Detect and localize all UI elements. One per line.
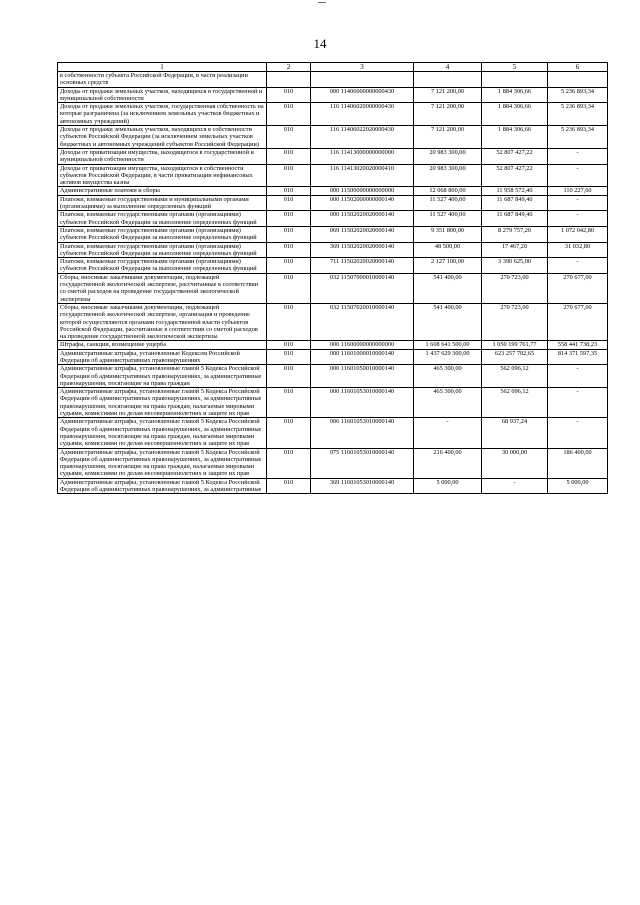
row-kbk-cell: 069 11502020020000140: [311, 226, 414, 242]
row-name-cell: Административные штрафы, установленные главой 5 Кодекса Российской Федерации об административных правонарушениях, за административные правонарушения, посягающие на права граждан, налагаемые мировыми судьями, комиссиями по делам несовершеннолетних и защите их прав: [58, 418, 267, 448]
row-name-cell: Административные платежи и сборы: [58, 187, 267, 195]
row-kbk-cell: 000 11502020020000140: [311, 211, 414, 227]
table-row: [58, 242, 608, 258]
row-kbk-cell: 000 11406000000000430: [311, 87, 414, 103]
row-plan-cell: 1 608 641 500,00: [414, 341, 482, 349]
row-code-cell: 010: [267, 226, 311, 242]
row-code-cell: 010: [267, 103, 311, 126]
row-remaining-cell: 270 677,00: [548, 303, 608, 340]
table-row: [58, 164, 608, 187]
top-tick-mark: [318, 2, 326, 3]
row-kbk-cell: 000 11600000000000000: [311, 341, 414, 349]
row-plan-cell: 11 527 400,00: [414, 211, 482, 227]
row-kbk-cell: 000 11601000010000140: [311, 349, 414, 365]
row-remaining-cell: 270 677,00: [548, 273, 608, 303]
row-code-cell: 010: [267, 164, 311, 187]
row-actual-cell: -: [482, 478, 548, 494]
row-remaining-cell: -: [548, 365, 608, 388]
row-remaining-cell: -: [548, 258, 608, 274]
row-name-cell: Административные штрафы, установленные главой 5 Кодекса Российской Федерации об административных правонарушениях, за административные: [58, 478, 267, 494]
row-remaining-cell: 5 236 893,34: [548, 103, 608, 126]
table-row: [58, 388, 608, 418]
row-code-cell: 010: [267, 126, 311, 149]
row-kbk-cell: 075 11601053010000140: [311, 448, 414, 478]
row-plan-cell: 2 127 100,00: [414, 258, 482, 274]
table-row: [58, 258, 608, 274]
row-plan-cell: 465 300,00: [414, 365, 482, 388]
row-actual-cell: 562 096,12: [482, 365, 548, 388]
row-name-cell: Доходы от продажи земельных участков, находящихся в собственности субъектов Российской Федерации (за исключением земельных участков бюджетных и автономных учреждений субъектов Российской Федерации): [58, 126, 267, 149]
row-remaining-cell: -: [548, 148, 608, 164]
row-code-cell: 010: [267, 478, 311, 494]
row-remaining-cell: 5 236 893,34: [548, 87, 608, 103]
table-row: [58, 72, 608, 88]
row-name-cell: Сборы, вносимые заказчиками документации, подлежащей государственной экологической экспертизе, организация и проведение которой осуществляются органами государственной власти субъектов Российской Федерации, рассчитанные в соответствии со сметой расходов на проведение государственной экологической экспертизы: [58, 303, 267, 340]
row-actual-cell: 562 096,12: [482, 388, 548, 418]
row-plan-cell: 48 500,00: [414, 242, 482, 258]
row-actual-cell: 30 000,00: [482, 448, 548, 478]
row-remaining-cell: 110 227,60: [548, 187, 608, 195]
row-plan-cell: 216 400,00: [414, 448, 482, 478]
table-row: [58, 195, 608, 211]
table-row: [58, 341, 608, 349]
row-name-cell: Административные штрафы, установленные главой 5 Кодекса Российской Федерации об административных правонарушениях, за административные правонарушения, посягающие на права граждан, налагаемые мировыми судьями, комиссиями по делам несовершеннолетних и защите их прав: [58, 388, 267, 418]
row-remaining-cell: 558 441 738,23: [548, 341, 608, 349]
page-number: 14: [313, 36, 327, 51]
row-code-cell: 010: [267, 211, 311, 227]
row-actual-cell: 1 050 199 761,77: [482, 341, 548, 349]
row-name-cell: Платежи, взимаемые государственными органами (организациями) субъектов Российской Федерации за выполнение определенных функций: [58, 226, 267, 242]
row-actual-cell: 3 390 625,00: [482, 258, 548, 274]
row-actual-cell: 270 723,00: [482, 273, 548, 303]
row-name-cell: Доходы от приватизации имущества, находящегося в собственности субъектов Российской Федерации, в части приватизации нефинансовых активов имущества казны: [58, 164, 267, 187]
row-remaining-cell: 5 236 893,34: [548, 126, 608, 149]
table-row: [58, 273, 608, 303]
row-kbk-cell: 711 11502020020000140: [311, 258, 414, 274]
row-actual-cell: 1 884 306,66: [482, 103, 548, 126]
row-code-cell: 010: [267, 242, 311, 258]
row-actual-cell: 8 279 757,20: [482, 226, 548, 242]
row-kbk-cell: 000 11601053010000140: [311, 388, 414, 418]
row-name-cell: Административные штрафы, установленные главой 5 Кодекса Российской Федерации об административных правонарушениях, за административные правонарушения, посягающие на права граждан, налагаемые мировыми судьями, комиссиями по делам несовершеннолетних и защите их прав: [58, 448, 267, 478]
row-actual-cell: 17 467,20: [482, 242, 548, 258]
table-row: [58, 148, 608, 164]
row-name-cell: Административные штрафы, установленные Кодексом Российской Федерации об административных правонарушениях: [58, 349, 267, 365]
row-code-cell: [267, 72, 311, 88]
column-header-3: 3: [311, 63, 414, 72]
row-plan-cell: 20 983 300,00: [414, 148, 482, 164]
row-name-cell: в собственности субъекта Российской Федерации, в части реализации основных средств: [58, 72, 267, 88]
row-kbk-cell: 032 11507000010000140: [311, 273, 414, 303]
row-remaining-cell: -: [548, 418, 608, 448]
row-name-cell: Сборы, вносимые заказчиками документации, подлежащей государственной экологической экспертизе, рассчитанные в соответствии со сметой расходов на проведение государственной экологической экспертизы: [58, 273, 267, 303]
row-remaining-cell: [548, 72, 608, 88]
column-header-2: 2: [267, 63, 311, 72]
row-kbk-cell: 000 11502000000000140: [311, 195, 414, 211]
column-header-1: 1: [58, 63, 267, 72]
column-header-6: 6: [548, 63, 608, 72]
row-actual-cell: 11 687 849,40: [482, 211, 548, 227]
row-actual-cell: 52 807 427,22: [482, 148, 548, 164]
revenue-table: [57, 62, 608, 494]
row-name-cell: Штрафы, санкции, возмещение ущерба: [58, 341, 267, 349]
row-kbk-cell: 000 11500000000000000: [311, 187, 414, 195]
row-code-cell: 010: [267, 148, 311, 164]
row-code-cell: 010: [267, 349, 311, 365]
row-remaining-cell: 1 072 042,80: [548, 226, 608, 242]
row-name-cell: Доходы от продажи земельных участков, находящихся в государственной и муниципальной собственности: [58, 87, 267, 103]
row-name-cell: Административные штрафы, установленные главой 5 Кодекса Российской Федерации об административных правонарушениях, за административные правонарушения, посягающие на права граждан: [58, 365, 267, 388]
row-kbk-cell: 116 11406022020000430: [311, 126, 414, 149]
row-code-cell: 010: [267, 187, 311, 195]
table-row: [58, 478, 608, 494]
table-row: [58, 226, 608, 242]
row-plan-cell: 12 068 800,00: [414, 187, 482, 195]
row-name-cell: Платежи, взимаемые государственными органами (организациями) субъектов Российской Федерации за выполнение определенных функций: [58, 258, 267, 274]
row-actual-cell: 1 884 306,66: [482, 87, 548, 103]
row-remaining-cell: -: [548, 195, 608, 211]
table-row: [58, 211, 608, 227]
row-remaining-cell: 31 032,80: [548, 242, 608, 258]
row-kbk-cell: 116 11413000000000000: [311, 148, 414, 164]
column-header-4: 4: [414, 63, 482, 72]
row-code-cell: 010: [267, 388, 311, 418]
table-row: [58, 418, 608, 448]
row-remaining-cell: 5 000,00: [548, 478, 608, 494]
row-remaining-cell: -: [548, 211, 608, 227]
table-row: [58, 303, 608, 340]
table-row: [58, 365, 608, 388]
row-name-cell: Платежи, взимаемые государственными и муниципальными органами (организациями) за выполнение определенных функций: [58, 195, 267, 211]
row-kbk-cell: 369 11601053010000140: [311, 478, 414, 494]
row-plan-cell: 7 121 200,00: [414, 103, 482, 126]
row-plan-cell: -: [414, 418, 482, 448]
table-row: [58, 87, 608, 103]
row-plan-cell: 541 400,00: [414, 303, 482, 340]
row-plan-cell: 7 121 200,00: [414, 87, 482, 103]
table-body: [58, 63, 608, 494]
row-name-cell: Доходы от приватизации имущества, находящегося в государственной и муниципальной собственности: [58, 148, 267, 164]
table-row: [58, 187, 608, 195]
row-code-cell: 010: [267, 448, 311, 478]
row-actual-cell: [482, 72, 548, 88]
row-kbk-cell: 000 11601050010000140: [311, 365, 414, 388]
table-header-row: [58, 63, 608, 72]
row-kbk-cell: 116 11413020020000410: [311, 164, 414, 187]
row-kbk-cell: 116 11406020000000430: [311, 103, 414, 126]
row-plan-cell: 1 437 629 300,00: [414, 349, 482, 365]
table-row: [58, 349, 608, 365]
row-plan-cell: [414, 72, 482, 88]
row-kbk-cell: 006 11601053010000140: [311, 418, 414, 448]
row-actual-cell: 1 884 306,66: [482, 126, 548, 149]
row-remaining-cell: -: [548, 388, 608, 418]
row-code-cell: 010: [267, 341, 311, 349]
row-plan-cell: 5 000,00: [414, 478, 482, 494]
row-actual-cell: 623 257 702,65: [482, 349, 548, 365]
row-plan-cell: 7 121 200,00: [414, 126, 482, 149]
table-row: [58, 448, 608, 478]
row-actual-cell: 68 937,24: [482, 418, 548, 448]
row-plan-cell: 541 400,00: [414, 273, 482, 303]
row-actual-cell: 11 958 572,40: [482, 187, 548, 195]
row-actual-cell: 11 687 849,40: [482, 195, 548, 211]
row-plan-cell: 465 300,00: [414, 388, 482, 418]
row-remaining-cell: 814 371 597,35: [548, 349, 608, 365]
row-name-cell: Платежи, взимаемые государственными органами (организациями) субъектов Российской Федерации за выполнение определенных функций: [58, 242, 267, 258]
row-kbk-cell: 369 11502020020000140: [311, 242, 414, 258]
row-plan-cell: 11 527 400,00: [414, 195, 482, 211]
row-name-cell: Доходы от продажи земельных участков, государственная собственность на которые разграничена (за исключением земельных участков бюджетных и автономных учреждений): [58, 103, 267, 126]
row-code-cell: 010: [267, 273, 311, 303]
row-code-cell: 010: [267, 418, 311, 448]
table-row: [58, 126, 608, 149]
row-remaining-cell: 186 400,00: [548, 448, 608, 478]
row-code-cell: 010: [267, 258, 311, 274]
row-code-cell: 010: [267, 303, 311, 340]
column-header-5: 5: [482, 63, 548, 72]
row-code-cell: 010: [267, 87, 311, 103]
table-row: [58, 103, 608, 126]
row-code-cell: 010: [267, 195, 311, 211]
row-actual-cell: 52 807 427,22: [482, 164, 548, 187]
row-actual-cell: 270 723,00: [482, 303, 548, 340]
row-kbk-cell: [311, 72, 414, 88]
row-name-cell: Платежи, взимаемые государственными органами (организациями) субъектов Российской Федерации за выполнение определенных функций: [58, 211, 267, 227]
row-remaining-cell: -: [548, 164, 608, 187]
row-plan-cell: 9 351 800,00: [414, 226, 482, 242]
row-code-cell: 010: [267, 365, 311, 388]
row-kbk-cell: 032 11507020010000140: [311, 303, 414, 340]
row-plan-cell: 20 983 300,00: [414, 164, 482, 187]
